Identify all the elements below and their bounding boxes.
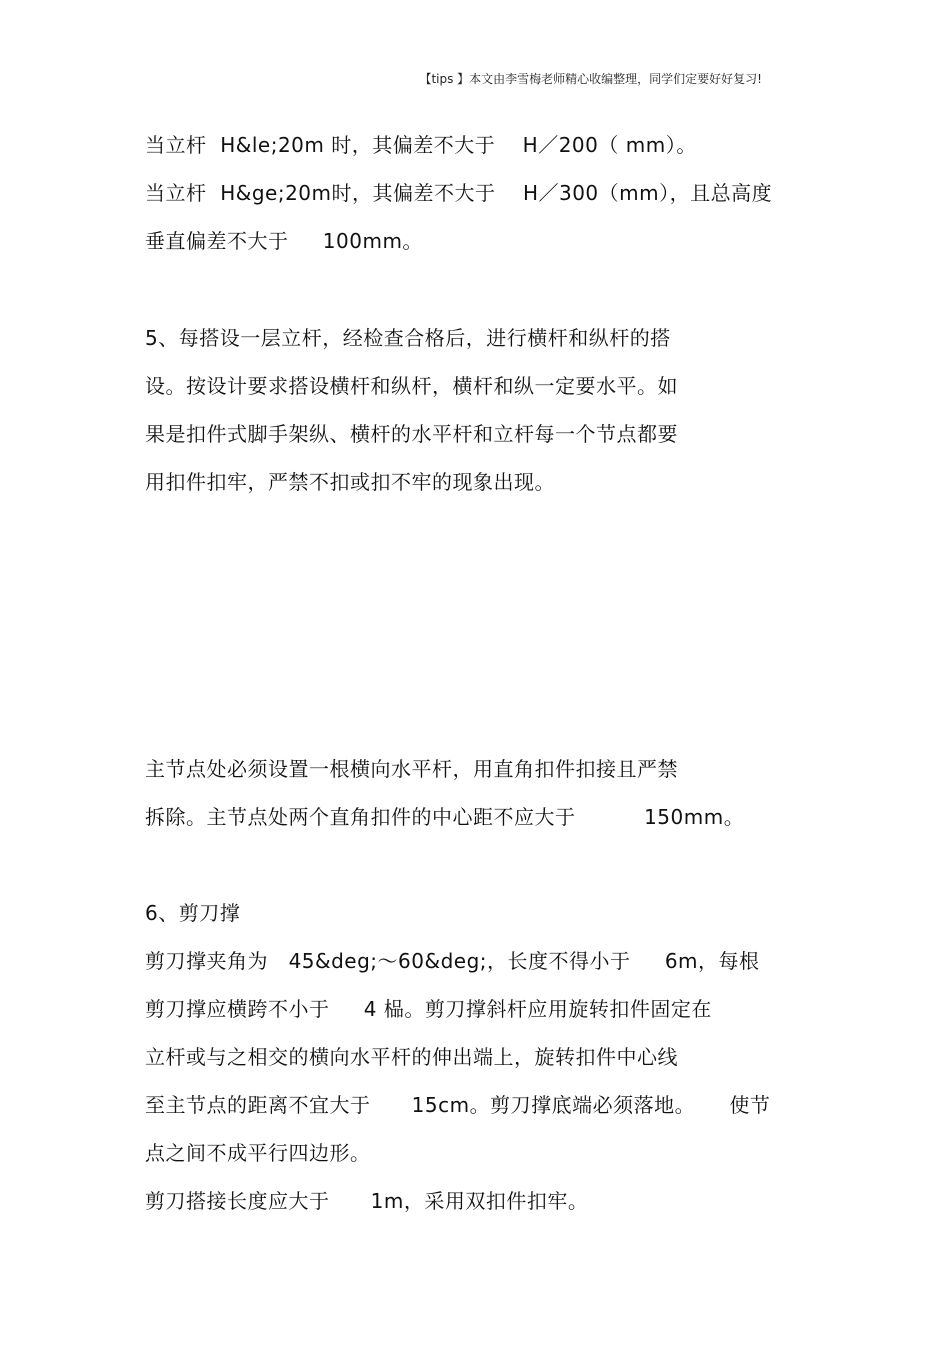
text-line: 剪刀撑应横跨不小于 4 榀。剪刀撑斜杆应用旋转扣件固定在 [145, 997, 712, 1021]
text-line: 当立杆 H&le;20m 时，其偏差不大于 H／200（ mm）。 [145, 133, 697, 157]
text-line: 设。按设计要求搭设横杆和纵杆，横杆和纵一定要水平。如 [145, 374, 678, 398]
text-line: 当立杆 H&ge;20m时，其偏差不大于 H／300（mm），且总高度 [145, 181, 773, 205]
tips-header: 【tips 】本文由李雪梅老师精心收编整理，同学们定要好好复习! [419, 72, 762, 86]
text-line: 5、每搭设一层立杆，经检查合格后，进行横杆和纵杆的搭 [145, 326, 671, 350]
text-line: 点之间不成平行四边形。 [145, 1141, 371, 1165]
section-heading: 6、剪刀撑 [145, 901, 241, 925]
text-line: 拆除。主节点处两个直角扣件的中心距不应大于 150mm。 [145, 805, 745, 829]
text-line: 剪刀搭接长度应大于 1m，采用双扣件扣牢。 [145, 1189, 589, 1213]
text-line: 用扣件扣牢，严禁不扣或扣不牢的现象出现。 [145, 470, 555, 494]
text-line: 垂直偏差不大于 100mm。 [145, 229, 423, 253]
text-line: 至主节点的距离不宜大于 15cm。剪刀撑底端必须落地。 使节 [145, 1093, 771, 1117]
text-line: 果是扣件式脚手架纵、横杆的水平杆和立杆每一个节点都要 [145, 422, 678, 446]
text-line: 剪刀撑夹角为 45&deg;～60&deg;，长度不得小于 6m，每根 [145, 949, 760, 973]
text-line: 主节点处必须设置一根横向水平杆，用直角扣件扣接且严禁 [145, 757, 678, 781]
text-line: 立杆或与之相交的横向水平杆的伸出端上，旋转扣件中心线 [145, 1045, 678, 1069]
